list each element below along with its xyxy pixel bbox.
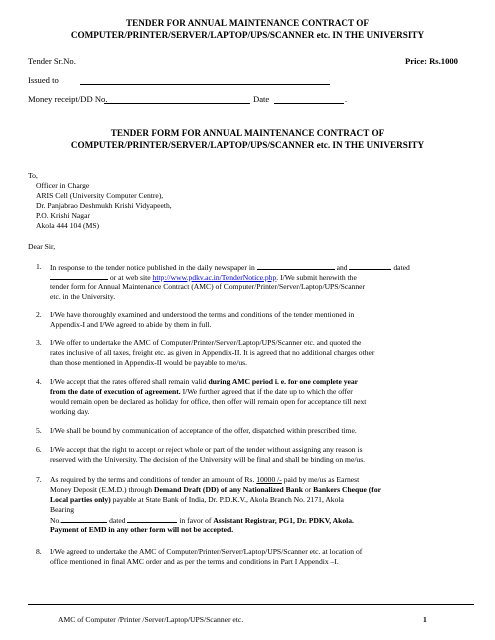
item1-text-a: In response to the tender notice published in the daily newspaper in xyxy=(50,263,255,272)
date-field xyxy=(274,103,344,104)
tender-notice-link[interactable]: http://www.pdkv.ac.in/TenderNotice.php xyxy=(152,273,277,282)
item-number: 1. xyxy=(36,262,42,271)
item4-text-1a: I/We accept that the rates offered shall remain valid xyxy=(50,377,207,386)
date-label: Date xyxy=(253,94,270,104)
date-blank xyxy=(50,272,108,280)
item4-text-2a: from the date of execution of agreement. xyxy=(50,387,181,396)
address-line3: Dr. Panjabrao Deshmukh Krishi Vidyapeeth, xyxy=(36,201,172,210)
item6-line2: reserved with the University. The decision of the University will be final and shall be binding on me/us. xyxy=(50,455,366,464)
item1-text-b: or at web site xyxy=(109,273,151,282)
item1-and: and xyxy=(336,263,348,272)
footer-text: AMC of Computer /Printer /Server/Laptop/UPS/Scanner etc. xyxy=(58,615,244,624)
form-title-line1: TENDER FORM FOR ANNUAL MAINTENANCE CONTRACT OF xyxy=(110,128,385,138)
date-suffix: . xyxy=(345,94,348,104)
item7-text-2c: or xyxy=(304,485,312,494)
item4-line4: working day. xyxy=(50,407,90,416)
address-line1: Officer in Charge xyxy=(36,181,90,190)
footer-divider xyxy=(28,604,474,605)
address-line5: Akola 444 104 (MS) xyxy=(36,221,100,230)
item7-text-5b: dated xyxy=(109,516,126,525)
item4-text-1b: during AMC period i. e. for one complete year xyxy=(208,377,359,386)
item7-line6: Payment of EMD in any other form will not be accepted. xyxy=(50,525,234,534)
item-number: 2. xyxy=(36,310,42,319)
money-receipt-label: Money receipt/DD No. xyxy=(28,94,108,104)
item1-text-c: . I/We submit herewith the xyxy=(276,273,357,282)
item7-text-2b: Demand Draft (DD) of any Nationalized Bank xyxy=(154,485,303,494)
issued-to-label: Issued to xyxy=(28,75,59,85)
item1-line2 xyxy=(50,272,357,283)
item1-dated: dated xyxy=(393,263,410,272)
item2-line2: Appendix-I and I/We agreed to abide by them in full. xyxy=(50,320,212,329)
item7-text-3a: Local parties only) xyxy=(50,495,111,504)
newspaper2-blank xyxy=(349,262,391,270)
item2-line1: I/We have thoroughly examined and understood the terms and conditions of the tender mentioned in xyxy=(50,310,355,319)
salutation: Dear Sir, xyxy=(28,242,56,251)
item-number: 3. xyxy=(36,338,42,347)
item1-line1 xyxy=(50,262,410,273)
price-label: Price: Rs.1000 xyxy=(405,56,458,66)
address-to: To, xyxy=(28,171,38,180)
newspaper-blank xyxy=(257,262,335,270)
item-number: 6. xyxy=(36,445,42,454)
money-receipt-field xyxy=(104,103,250,104)
item7-text-1a: As required by the terms and conditions of tender an amount of Rs. xyxy=(50,475,255,484)
header-title-line2: COMPUTER/PRINTER/SERVER/LAPTOP/UPS/SCANNER etc. IN THE UNIVERSITY xyxy=(70,30,425,40)
item-number: 7. xyxy=(36,475,42,484)
item-number: 8. xyxy=(36,547,42,556)
item3-line2: rates inclusive of all taxes, freight etc. as given in Appendix-II. It is agreed that no additional charges other xyxy=(50,348,375,357)
item-number: 4. xyxy=(36,377,42,386)
item8-line2: office mentioned in final AMC order and as per the terms and conditions in Part I Appendix –I. xyxy=(50,557,339,566)
address-line2: ARIS Cell (University Computer Centre), xyxy=(36,191,164,200)
item3-line3: than those mentioned in Appendix-II would be payable to me/us. xyxy=(50,358,247,367)
item7-text-5c: in favor of xyxy=(179,516,212,525)
item6-line1: I/We accept that the right to accept or reject whole or part of the tender without assigning any reason is xyxy=(50,445,363,454)
item7-text-2a: Money Deposit (E.M.D.) through xyxy=(50,485,153,494)
item7-line2 xyxy=(50,485,381,495)
item7-line1 xyxy=(50,475,359,485)
issued-to-field xyxy=(80,84,330,85)
item-number: 5. xyxy=(36,426,42,435)
item7-text-2d: Bankers Cheque (for xyxy=(313,485,381,494)
page-number: 1 xyxy=(423,615,427,624)
item4-line2 xyxy=(50,387,353,397)
form-title-line2: COMPUTER/PRINTER/SERVER/LAPTOP/UPS/SCANNER etc. IN THE UNIVERSITY xyxy=(70,140,425,150)
item5-line1: I/We shall be bound by communication of acceptance of the offer, dispatched within prescribed time. xyxy=(50,426,357,435)
item7-line5 xyxy=(50,515,354,526)
tender-sr-label: Tender Sr.No. xyxy=(28,56,76,66)
emd-amount: 10000 /- xyxy=(256,475,282,484)
item7-text-5a: No. xyxy=(50,516,62,525)
dd-number-blank xyxy=(61,515,107,523)
address-line4: P.O. Krishi Nagar xyxy=(36,211,90,220)
item3-line1: I/We offer to undertake the AMC of Computer/Printer/Server/Laptop/UPS/Scanner etc. and quoted the xyxy=(50,338,362,347)
dd-date-blank xyxy=(127,515,177,523)
item4-text-2b: I/We further agreed that if the date up to which the offer xyxy=(182,387,353,396)
item7-text-3b: payable at State Bank of India, Dr. P.D.K.V., Akola Branch No. 2171, Akola xyxy=(112,495,344,504)
item7-line4: Bearing xyxy=(50,505,75,514)
item7-text-1b: paid by me/us as Earnest xyxy=(283,475,360,484)
item8-line1: I/We agreed to undertake the AMC of Computer/Printer/Server/Laptop/UPS/Scanner etc. at location of xyxy=(50,547,363,556)
item1-line4: etc. in the University. xyxy=(50,292,116,301)
header-title-line1: TENDER FOR ANNUAL MAINTENANCE CONTRACT OF xyxy=(125,18,370,28)
item4-line3: would remain open be declared as holiday for office, then offer will remain open for acceptance till next xyxy=(50,397,367,406)
item7-line3 xyxy=(50,495,344,505)
item4-line1 xyxy=(50,377,358,387)
item1-line3: tender form for Annual Maintenance Contract (AMC) of Computer/Printer/Server/Laptop/UPS/Scanner xyxy=(50,282,366,291)
item7-text-5d: Assistant Registrar, PG1, Dr. PDKV, Akola. xyxy=(213,516,354,525)
